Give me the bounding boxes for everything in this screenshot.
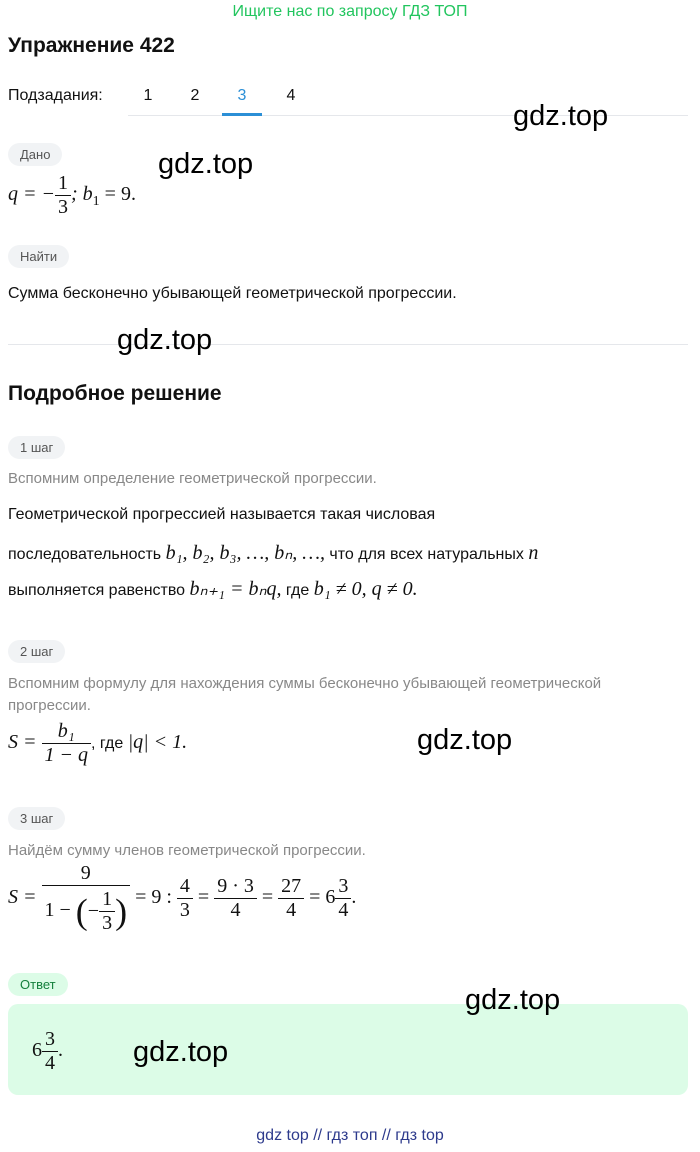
watermark: gdz.top (417, 724, 513, 756)
watermark: gdz.top (158, 148, 254, 180)
step3-big-num: 9 (80, 862, 91, 884)
step1-recurrence: bₙ₊₁ = bₙq, (189, 578, 282, 600)
answer-tail: . (58, 1039, 63, 1062)
step3-left-paren: ( (75, 891, 88, 932)
step3-frac3-num: 27 (281, 875, 302, 897)
section-divider (8, 344, 688, 345)
tab-subtask-1[interactable]: 1 (143, 87, 153, 104)
step3-frac4 (335, 875, 351, 922)
step1-condition: b₁ ≠ 0, q ≠ 0. (313, 578, 418, 600)
step2-mid: , где (91, 735, 128, 753)
step3-inner-den: 3 (99, 911, 115, 935)
tab-subtask-4[interactable]: 4 (286, 87, 296, 104)
answer-value (32, 1028, 63, 1075)
step3-tail: . (351, 886, 357, 909)
find-text: Сумма бесконечно убывающей геометрической прогрессии. (8, 285, 457, 302)
top-banner: Ищите нас по запросу ГДЗ ТОП (232, 3, 468, 20)
step3-formula (8, 862, 356, 935)
footer-links[interactable]: gdz top // гдз топ // гдз top (256, 1127, 444, 1144)
answer-whole: 6 (32, 1039, 42, 1062)
answer-pill: Ответ (8, 973, 68, 996)
given-q-den: 3 (55, 195, 71, 219)
subtasks-label: Подзадания: (8, 87, 103, 104)
solution-heading: Подробное решение (8, 382, 222, 405)
step1-line2-mid: что для всех натуральных (324, 546, 529, 563)
watermark: gdz.top (513, 100, 609, 132)
step3-frac2 (214, 875, 257, 922)
page-title: Упражнение 422 (8, 34, 175, 57)
step3-frac1 (177, 875, 193, 922)
watermark: gdz.top (133, 1036, 229, 1068)
step3-s-lhs: S = (8, 886, 37, 909)
given-formula (8, 172, 136, 219)
step2-num: b₁ (57, 720, 75, 742)
find-pill: Найти (8, 245, 69, 268)
step3-frac1-num: 4 (179, 875, 190, 897)
active-tab-indicator (222, 113, 262, 116)
step2-formula (8, 720, 187, 767)
step1-line2-prefix: последовательность (8, 546, 166, 563)
step3-frac3 (278, 875, 304, 922)
tab-subtask-3[interactable]: 3 (237, 87, 247, 104)
step2-s-lhs: S = (8, 731, 37, 754)
step1-sequence: b₁, b₂, b₃, …, bₙ, …, (165, 542, 325, 564)
step3-frac4-den: 4 (335, 898, 351, 922)
step2-fraction (42, 720, 92, 767)
step3-frac4-num: 3 (338, 875, 349, 897)
step3-eq3: = (261, 886, 274, 909)
watermark: gdz.top (465, 984, 561, 1016)
answer-num: 3 (45, 1028, 55, 1050)
step1-line3 (8, 576, 418, 601)
step3-frac2-den: 4 (214, 898, 257, 922)
step3-frac1-den: 3 (177, 898, 193, 922)
step3-eq2: = (197, 886, 210, 909)
step3-big-den: 1 − (− $\frac{1}{3}$ ) (42, 885, 131, 935)
given-b-prefix: ; b (71, 183, 93, 206)
step3-pill: 3 шаг (8, 807, 65, 830)
step1-line1: Геометрической прогрессией называется такая числовая (8, 506, 436, 523)
step1-line3-mid: где (281, 582, 314, 599)
step1-line3-prefix: выполняется равенство (8, 582, 190, 599)
step1-n: n (528, 542, 539, 564)
given-q-num: 1 (58, 172, 68, 194)
step3-eq4: = 6 (309, 886, 336, 909)
given-q-lhs: q = − (8, 183, 55, 206)
step1-hint: Вспомним определение геометрической прогрессии. (8, 470, 377, 487)
step3-inner-num: 1 (102, 888, 113, 910)
step3-big-fraction (42, 862, 131, 935)
given-pill: Дано (8, 143, 62, 166)
step1-line2 (8, 540, 538, 565)
tab-subtask-2[interactable]: 2 (190, 87, 200, 104)
step2-pill: 2 шаг (8, 640, 65, 663)
step1-pill: 1 шаг (8, 436, 65, 459)
step3-frac2-num: 9 · 3 (217, 875, 254, 897)
given-q-fraction (55, 172, 71, 219)
step2-condition: |q| < 1. (127, 731, 188, 754)
step3-right-paren: ) (115, 891, 128, 932)
given-b-tail: = 9. (99, 183, 136, 206)
step3-frac3-den: 4 (278, 898, 304, 922)
step2-den: 1 − q (42, 743, 92, 767)
answer-fraction (42, 1028, 58, 1075)
step2-hint: Вспомним формулу для нахождения суммы бесконечно убывающей геометрической прогрессии. (8, 675, 602, 714)
step3-hint: Найдём сумму членов геометрической прогрессии. (8, 842, 366, 859)
answer-box (8, 1004, 688, 1095)
answer-den: 4 (42, 1051, 58, 1075)
given-b-sub: 1 (92, 194, 100, 210)
step3-big-den-prefix: 1 − (44, 899, 76, 922)
step3-eq1: = 9 : (135, 886, 172, 909)
step3-inner-fraction (99, 888, 115, 935)
watermark: gdz.top (117, 324, 213, 356)
